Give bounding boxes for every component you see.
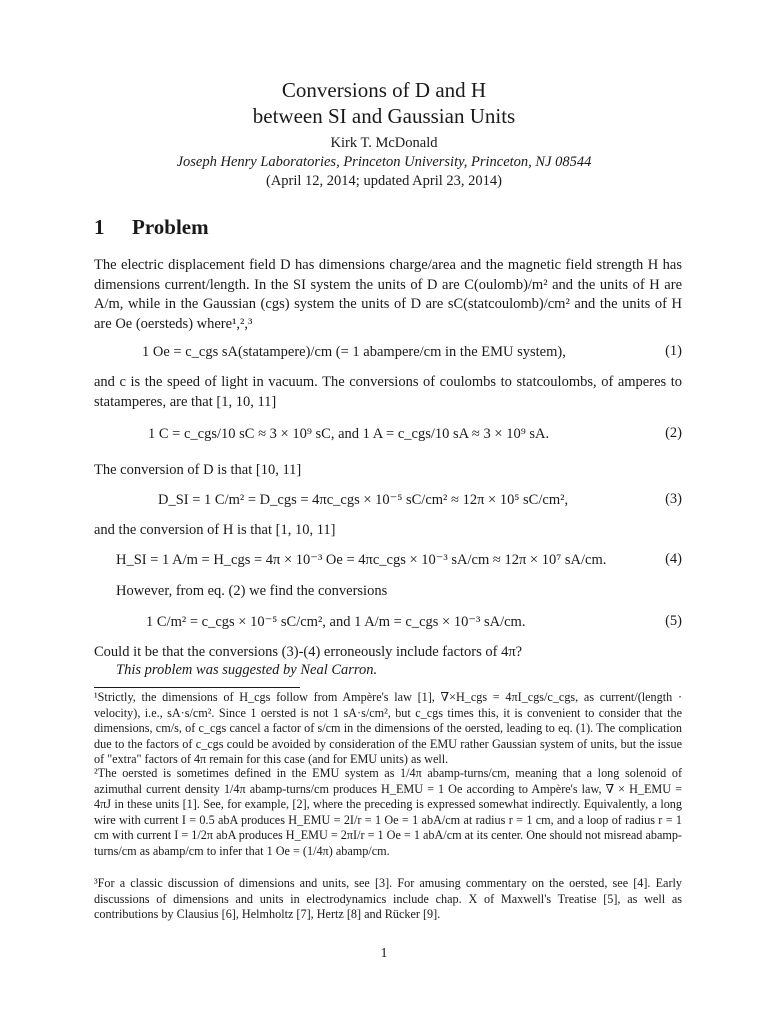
equation-1: 1 Oe = c_cgs sA(statampere)/cm (= 1 abampere/cm in the EMU system),: [142, 344, 566, 360]
page-number: 1: [380, 946, 388, 961]
title-line-1: Conversions of D and H: [281, 78, 487, 102]
equation-2: 1 C = c_cgs/10 sC ≈ 3 × 10⁹ sC, and 1 A = c_cgs/10 sA ≈ 3 × 10⁹ sA.: [148, 426, 550, 442]
equation-5: 1 C/m² = c_cgs × 10⁻⁵ sC/cm², and 1 A/m = c_cgs × 10⁻³ sA/cm.: [146, 614, 526, 630]
footnote-3: ³For a classic discussion of dimensions and units, see [3]. For amusing commentary on the oersted, see [4]. Early discussions of dimensions and units in electrodynamics include chap. X of Maxwell's Treatise [5], as well as contributions by Clausius [6], Helmholtz [7], Hertz [8] and Rücker [9].: [94, 876, 682, 922]
author: Kirk T. McDonald: [330, 135, 438, 151]
footnote-2: ²The oersted is sometimes defined in the EMU system as 1/4π abamp-turns/cm, meaning that a long solenoid of azimuthal current density 1/4π abamp-turns/cm produces H_EMU = 1 Oe according to Ampère's law, ∇ × H_EMU = 4πJ in these units [1]. See, for example, [2], where the preceding is expressed somewhat indirectly. Equivalently, a long wire with current I = 0.5 abA produces H_EMU = 2I/r = 1 Oe = 1 abA/cm at radius r = 1 cm, and a loop of radius r = 1 cm with current I = 1/2π abA produces H_EMU = 2πI/r = 1 Oe = 1 abA/cm at its center. One should not misread abamp-turns/cm as abamp/cm to infer that 1 Oe = (1/4π) abamp/cm.: [94, 766, 682, 858]
section-heading: [94, 215, 209, 240]
equation-4: H_SI = 1 A/m = H_cgs = 4π × 10⁻³ Oe = 4πc_cgs × 10⁻³ sA/cm ≈ 12π × 10⁷ sA/cm.: [116, 552, 607, 568]
paragraph-6: Could it be that the conversions (3)-(4) erroneously include factors of 4π?: [94, 644, 523, 660]
affiliation: Joseph Henry Laboratories, Princeton University, Princeton, NJ 08544: [176, 154, 592, 170]
paragraph-1: The electric displacement field D has dimensions charge/area and the magnetic field strength H has dimensions current/length. In the SI system the units of D are C(oulomb)/m² and the units of H are A/m, while in the Gaussian (cgs) system the units of D are sC(statcoulomb)/cm² and the units of H are Oe (oersteds) where¹,²,³: [94, 257, 682, 332]
paragraph-5: However, from eq. (2) we find the conversions: [116, 583, 388, 599]
equation-2-number: (2): [665, 425, 682, 441]
equation-5-number: (5): [665, 613, 682, 629]
footnote-1: ¹Strictly, the dimensions of H_cgs follow from Ampère's law [1], ∇×H_cgs = 4πI_cgs/c_cgs, as current/(length · velocity), i.e., sA·s/cm². Since 1 oersted is not 1 sA·s/cm², but c_cgs times this, it is convenient to consider that the dimensions, cm/s, of c_cgs cancel a factor of s/cm in the dimensions of the oersted, leading to eq. (1). The complication due to the factors of c_cgs could be avoided by consideration of the EMU rather Gaussian system of units, but the issue of "extra" factors of 4π remain for this case (and for EMU units) as well.: [94, 690, 682, 767]
date: (April 12, 2014; updated April 23, 2014): [265, 173, 502, 189]
footnote-rule: [94, 687, 300, 688]
section-title: Problem: [132, 215, 209, 239]
paragraph-4: and the conversion of H is that [1, 10, 11]: [94, 522, 336, 538]
paragraph-3: The conversion of D is that [10, 11]: [94, 462, 302, 478]
title-line-2: between SI and Gaussian Units: [252, 104, 516, 128]
section-number: 1: [94, 215, 105, 239]
paragraph-2: and c is the speed of light in vacuum. The conversions of coulombs to statcoulombs, of amperes to statamperes, are that [1, 10, 11]: [94, 374, 682, 410]
equation-3-number: (3): [665, 491, 682, 507]
equation-3: D_SI = 1 C/m² = D_cgs = 4πc_cgs × 10⁻⁵ sC/cm² ≈ 12π × 10⁵ sC/cm²,: [158, 492, 569, 508]
equation-1-number: (1): [665, 343, 682, 359]
equation-4-number: (4): [665, 551, 682, 567]
paragraph-7: This problem was suggested by Neal Carron.: [116, 662, 378, 678]
